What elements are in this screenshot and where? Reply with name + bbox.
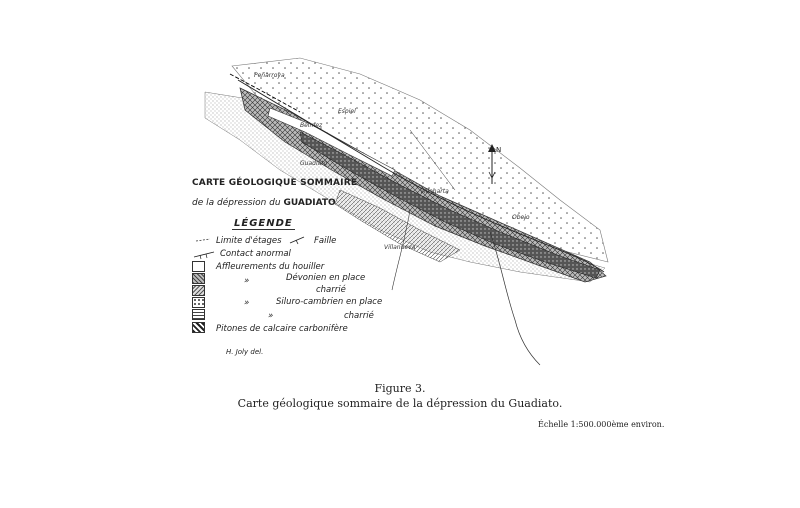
- map-subtitle-name: GUADIATO: [283, 198, 336, 208]
- swatch-devonien-charrie: [192, 285, 205, 296]
- north-label: N: [496, 146, 502, 154]
- legend-faille: Faille: [314, 236, 337, 246]
- legend-ditto-1: »: [244, 276, 250, 286]
- swatch-silurien: [192, 297, 205, 308]
- figure-number: Figure 3.: [374, 382, 426, 395]
- swatch-calcaire: [192, 322, 205, 333]
- map-subtitle: [192, 198, 392, 208]
- legend-limite: Limite d'étages: [216, 236, 282, 246]
- swatch-devonien: [192, 273, 205, 284]
- legend-heading: LÉGENDE: [234, 218, 293, 229]
- place-label-1: Peñarroya: [254, 72, 285, 79]
- legend-ditto-2: »: [244, 298, 250, 308]
- contact-symbol: [192, 248, 216, 262]
- legend-devonien: Dévonien en place: [286, 273, 366, 283]
- figure-caption: Carte géologique sommaire de la dépression du Guadiato.: [237, 397, 563, 410]
- legend-ditto-3: »: [268, 311, 274, 321]
- legend-items: [192, 236, 392, 346]
- legend-houiller: Affleurements du houiller: [216, 262, 325, 272]
- place-label-4: Espiel: [338, 108, 356, 115]
- scale-note: Échelle 1:500.000ème environ.: [538, 420, 665, 429]
- place-label-2: Belmez: [300, 122, 323, 129]
- legend-calcaire: Pitones de calcaire carbonifère: [216, 324, 348, 334]
- drafter-signature: H. Joly del.: [226, 348, 264, 356]
- place-label-5: Villaharta: [420, 188, 449, 195]
- swatch-houiller: [192, 261, 205, 272]
- legend-silurien-charrie: charrié: [344, 311, 374, 321]
- swatch-silurien-charrie: [192, 309, 205, 320]
- place-label-3: Villanueva: [384, 244, 416, 251]
- map-title: CARTE GÉOLOGIQUE SOMMAIRE: [192, 178, 358, 188]
- map-legend: [192, 178, 392, 230]
- map-subtitle-prefix: de la dépression du: [192, 198, 281, 208]
- place-label-6: Obejo: [512, 214, 530, 221]
- faille-symbol: [288, 234, 308, 248]
- legend-devonien-charrie: charrié: [316, 285, 346, 295]
- legend-silurien: Siluro-cambrien en place: [276, 297, 383, 307]
- legend-contact: Contact anormal: [220, 249, 291, 259]
- place-label-7: Guadiato: [300, 160, 328, 167]
